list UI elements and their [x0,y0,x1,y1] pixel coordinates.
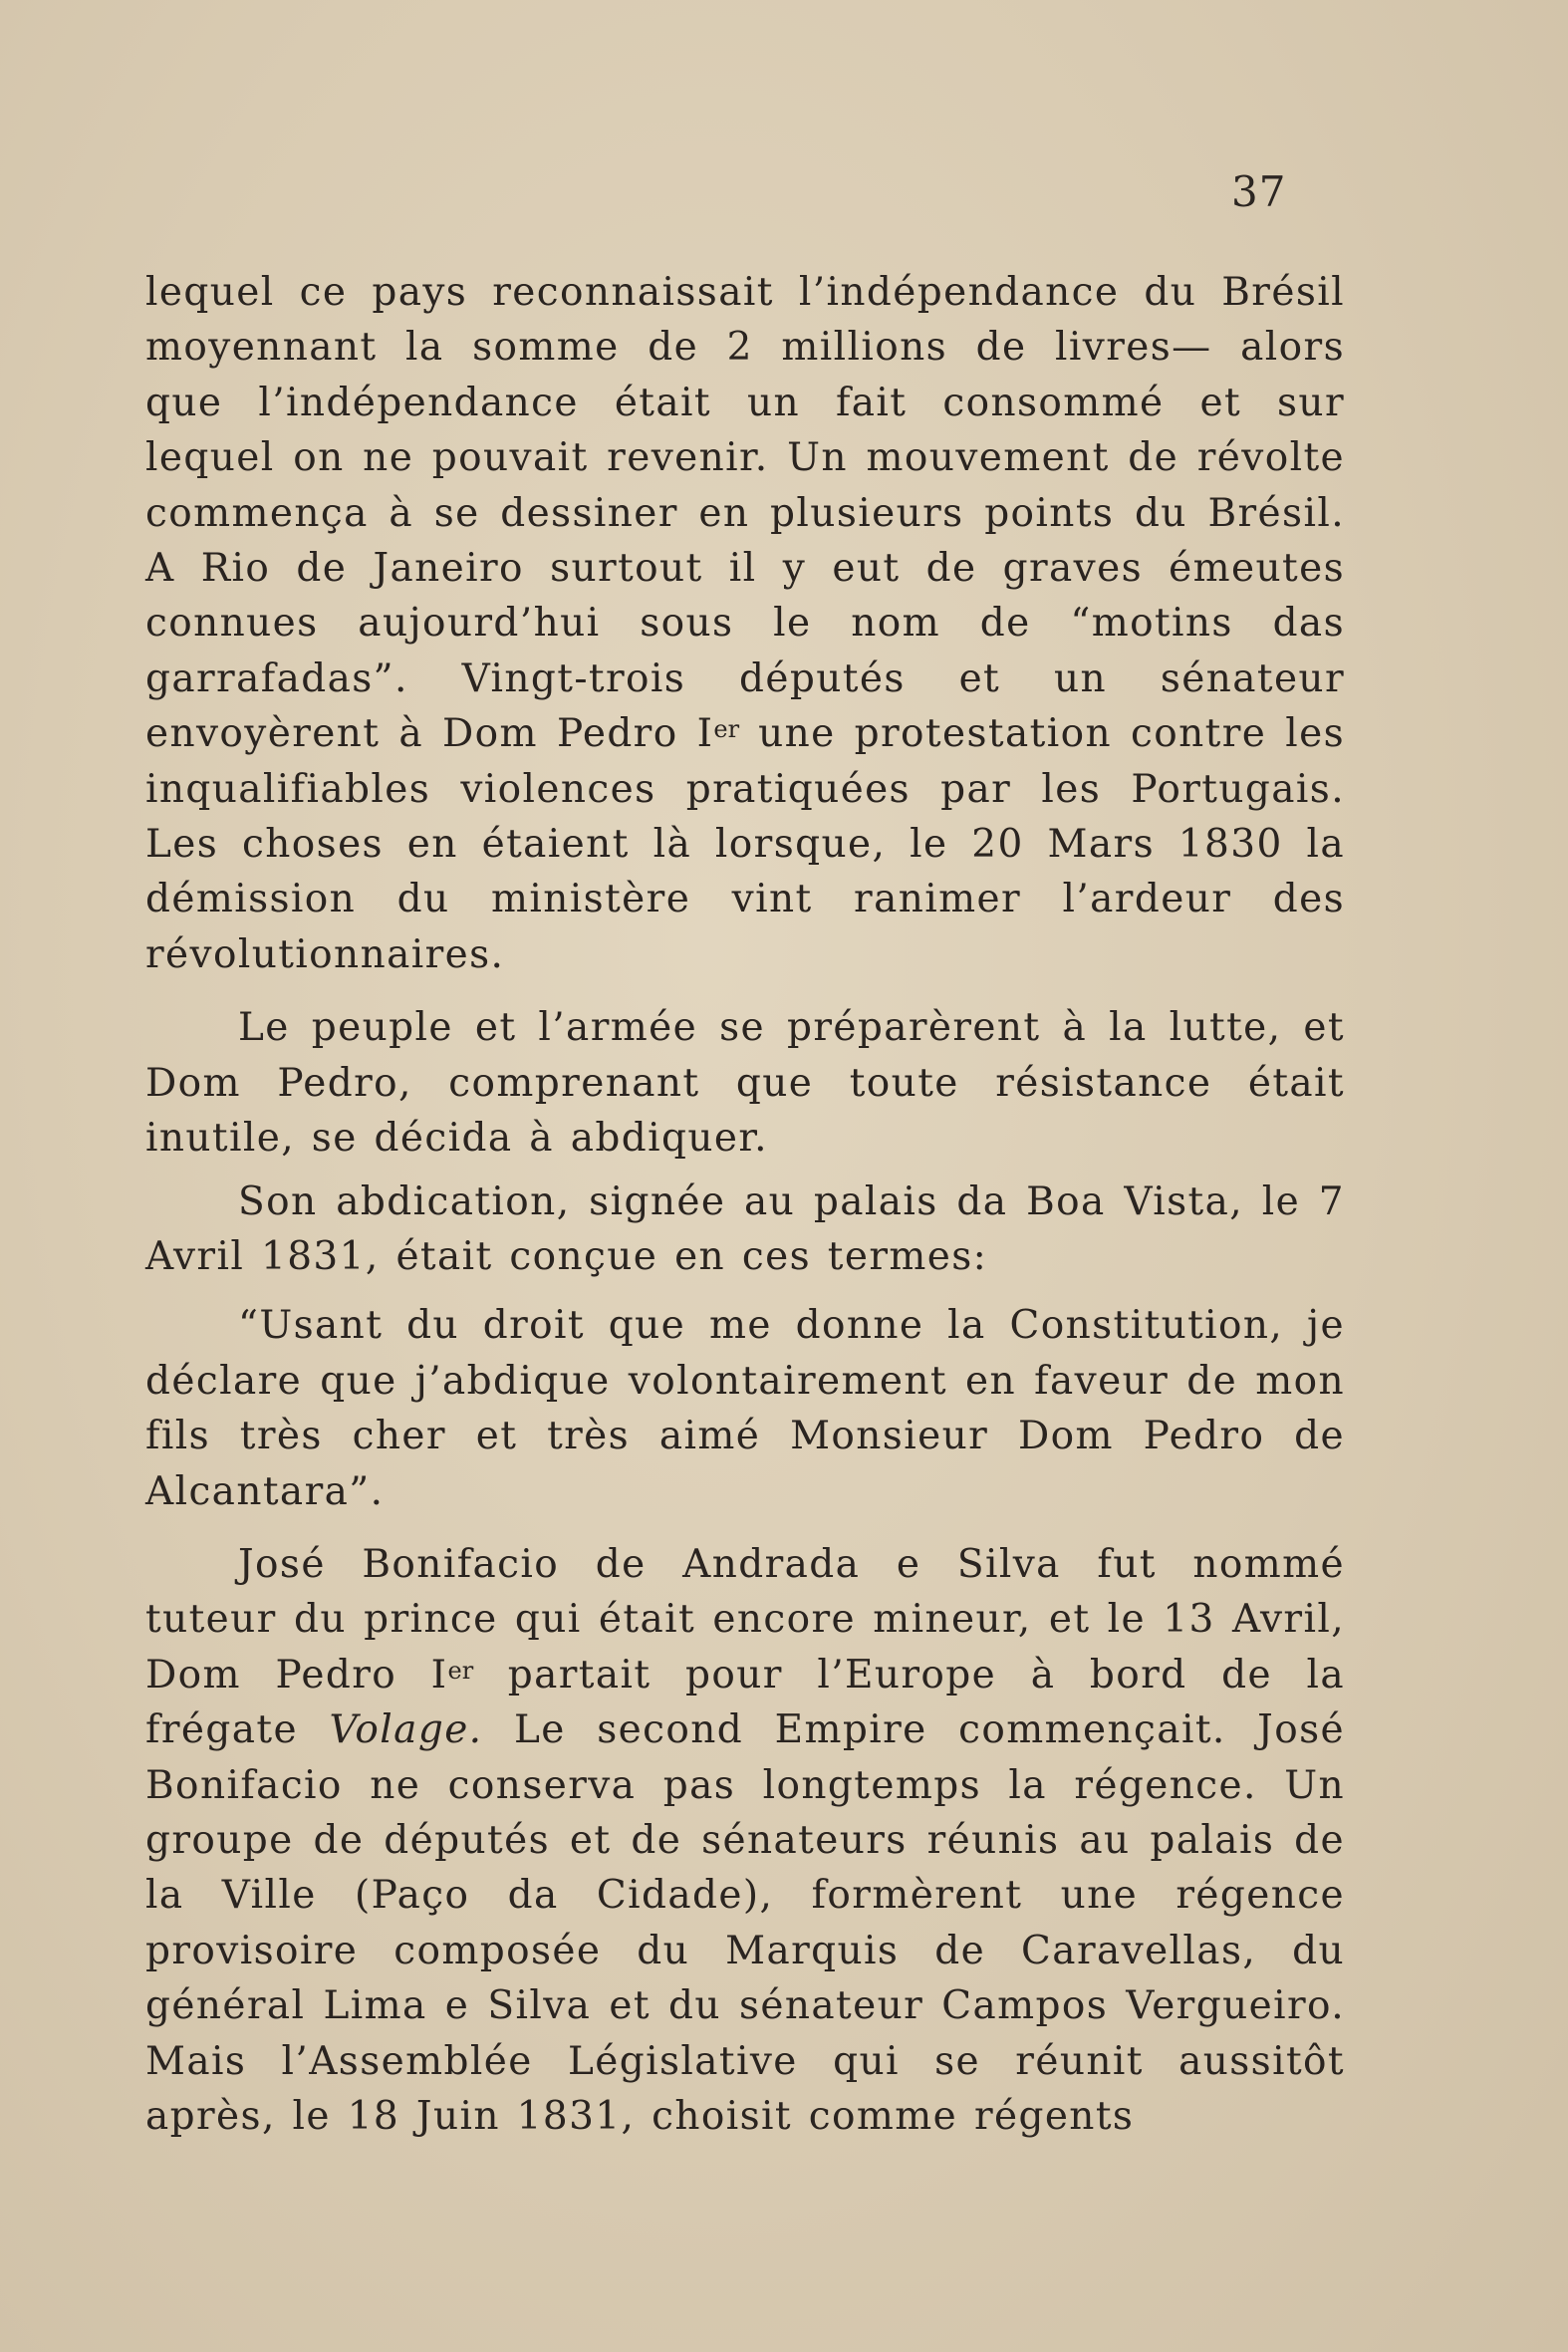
paragraph-2 [145,1000,1345,1166]
superscript: er [713,715,740,744]
paragraph-1 [145,265,1345,982]
text-segment: Son abdication, signée au palais da Boa Vista, le 7 Avril 1831, était conçue en ces termes: [145,1178,1345,1279]
text-segment: Le peuple et l’armée se préparèrent à la lutte, et Dom Pedro, comprenant que toute résistance était inutile, se décida à abdiquer. [145,1005,1345,1162]
text-segment: “Usant du droit que me donne la Constitution, je déclare que j’abdique volontairement en faveur de mon fils très cher et très aimé Monsieur Dom Pedro de Alcantara”. [145,1303,1345,1514]
page-body-text [145,265,1345,2144]
paragraph-3 [145,1175,1345,1285]
text-segment: une protestation contre les inqualifiables violences pratiquées par les Portugais. Les choses en étaient là lorsque, le 20 Mars 1830 la démission du ministère vint ranimer l’ardeur des révolutionnaires. [145,711,1345,977]
paragraph-5 [145,1537,1345,2144]
text-segment: lequel ce pays reconnaissait l’indépendance du Brésil moyennant la somme de 2 millions de livres— alors que l’indépendance était un fait consommé et sur lequel on ne pouvait revenir. Un mouvement de révolte commença à se dessiner en plusieurs points du Brésil. A Rio de Janeiro surtout il y eut de graves émeutes connues aujourd’hui sous le nom de “motins das garrafadas”. Vingt-trois députés et un sénateur envoyèrent à Dom Pedro I [145,270,1345,757]
paragraph-4-quote [145,1298,1345,1519]
ship-name: Volage. [329,1707,483,1753]
text-segment: Le second Empire commençait. José Bonifacio ne conserva pas longtemps la régence. Un groupe de députés et de sénateurs réunis au palais de la Ville (Paço da Cidade), formèrent une régence provisoire composée du Marquis de Caravellas, du général Lima e Silva et du sénateur Campos Vergueiro. Mais l’Assemblée Législative qui se réunit aussitôt après, le 18 Juin 1831, choisit comme régents [145,1707,1345,2139]
text-segment: partait pour l’Europe à bord de la frégate [145,1652,1345,1753]
page-number: 37 [1231,167,1287,216]
text-segment: José Bonifacio de Andrada e Silva fut nommé tuteur du prince qui était encore mineur, et le 13 Avril, Dom Pedro I [145,1541,1345,1698]
superscript: er [447,1656,474,1685]
